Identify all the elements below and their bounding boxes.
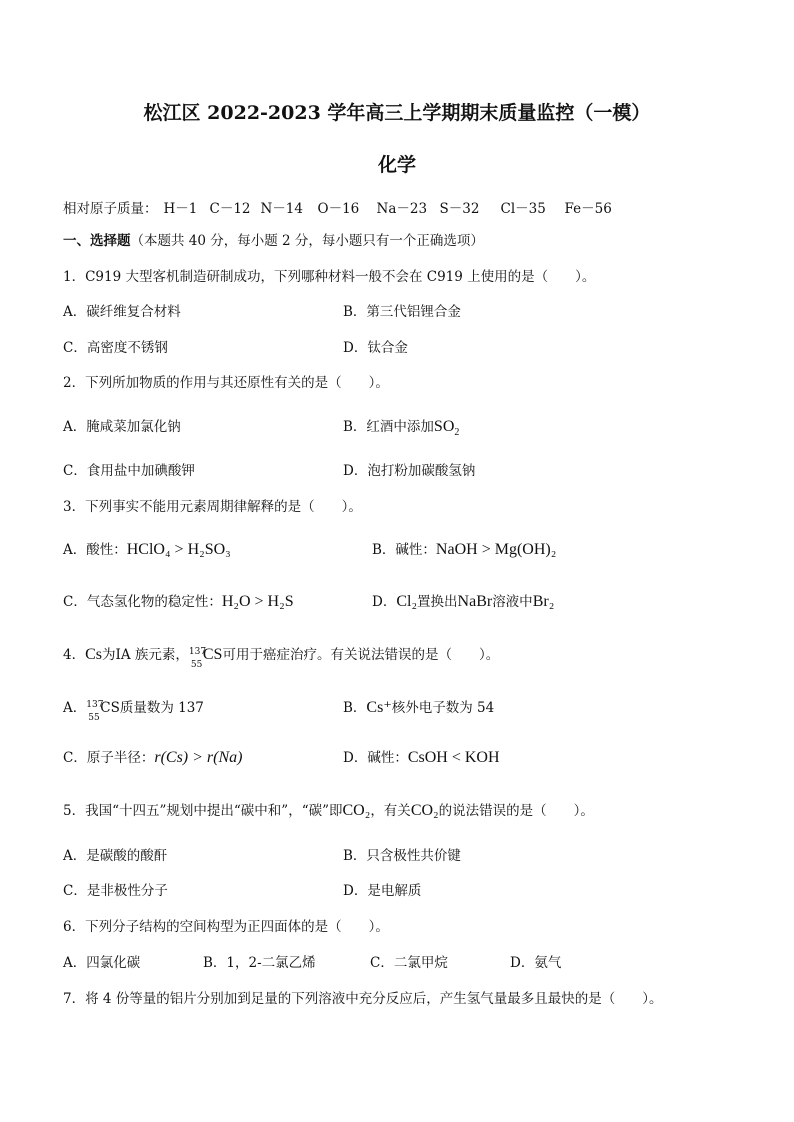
q6-options xyxy=(63,954,561,972)
question-2-stem: 2．下列所加物质的作用与其还原性有关的是（ ）。 xyxy=(63,375,389,391)
q1-option-a: A．碳纤维复合材料 xyxy=(63,304,181,320)
q4-option-c: C．原子半径：r(Cs) > r(Na) xyxy=(63,749,243,766)
atomic-mass-label: 相对原子质量： xyxy=(63,201,158,217)
q2-option-c: C．食用盐中加碘酸钾 xyxy=(63,463,195,479)
q6-option-a: A．四氯化碳 xyxy=(63,955,141,971)
question-4-stem: 4．Cs为ⅠA 族元素， 137 55 CS可用于癌症治疗。有关说法错误的是（ ）。 xyxy=(63,646,500,670)
question-3-stem: 3．下列事实不能用元素周期律解释的是（ ）。 xyxy=(63,499,362,515)
q6-option-c: C．二氯甲烷 xyxy=(370,955,448,971)
q3-option-b: B．碱性：NaOH > Mg(OH)₂ xyxy=(372,541,557,558)
subject-title: 化学 xyxy=(377,154,416,176)
mass-n: N－14 xyxy=(260,201,303,217)
mass-s: S－32 xyxy=(439,201,480,217)
mass-cl: Cl－35 xyxy=(500,201,546,217)
q2-option-b: B．红酒中添加$SO_2$ xyxy=(343,418,460,439)
q5-option-a: A．是碳酸的酸酐 xyxy=(63,848,168,864)
question-7-stem: 7．将 4 份等量的铝片分别加到足量的下列溶液中充分反应后，产生氢气量最多且最快的是（ ）。 xyxy=(63,991,663,1007)
mass-o: O－16 xyxy=(317,201,360,217)
q1-option-b: B．第三代铝锂合金 xyxy=(343,304,461,320)
mass-c: C－12 xyxy=(209,201,251,217)
mass-fe: Fe－56 xyxy=(564,201,612,217)
q1-option-d: D．钛合金 xyxy=(343,340,408,356)
q4-option-a: A． 137 55 CS质量数为 137 xyxy=(63,699,204,723)
question-6-stem: 6．下列分子结构的空间构型为正四面体的是（ ）。 xyxy=(63,919,389,935)
q4-option-d: D．碱性：CsOH < KOH xyxy=(343,749,500,766)
section-heading: 一、选择题（本题共 40 分，每小题 2 分，每小题只有一个正确选项） xyxy=(63,233,484,249)
atomic-mass-line xyxy=(63,197,615,217)
question-5-stem: 5．我国“十四五”规划中提出“碳中和”，“碳”即CO₂，有关CO₂的说法错误的是（ ）。 xyxy=(63,802,594,819)
q3-option-c: C．气态氢化物的稳定性：H₂O > H₂S xyxy=(63,593,294,610)
so2-formula: $SO_2$ xyxy=(433,418,460,439)
q5-option-d: D．是电解质 xyxy=(343,883,422,899)
question-1-stem: 1．C919 大型客机制造研制成功，下列哪种材料一般不会在 C919 上使用的是（ ）。 xyxy=(63,269,596,285)
q2-option-d: D．泡打粉加碳酸氢钠 xyxy=(343,463,476,479)
q5-option-b: B．只含极性共价键 xyxy=(343,848,461,864)
q2-option-a: A．腌咸菜加氯化钠 xyxy=(63,419,181,435)
q3-option-d: D．Cl₂置换出NaBr溶液中Br₂ xyxy=(372,593,555,610)
q1-option-c: C．高密度不锈钢 xyxy=(63,340,168,356)
isotope-notation: 137 55 xyxy=(188,646,207,670)
q5-option-c: C．是非极性分子 xyxy=(63,883,168,899)
q6-option-b: B．1，2-二氯乙烯 xyxy=(203,955,316,971)
page-title: 松江区 2022-2023 学年高三上学期期末质量监控（一模） xyxy=(143,102,651,124)
mass-h: H－1 xyxy=(163,201,198,217)
mass-na: Na－23 xyxy=(376,201,428,217)
q4-option-b: B．Cs⁺核外电子数为 54 xyxy=(343,699,495,716)
q6-option-d: D．氨气 xyxy=(510,955,562,971)
q3-option-a: A．酸性：HClO₄ > H₂SO₃ xyxy=(63,541,231,558)
